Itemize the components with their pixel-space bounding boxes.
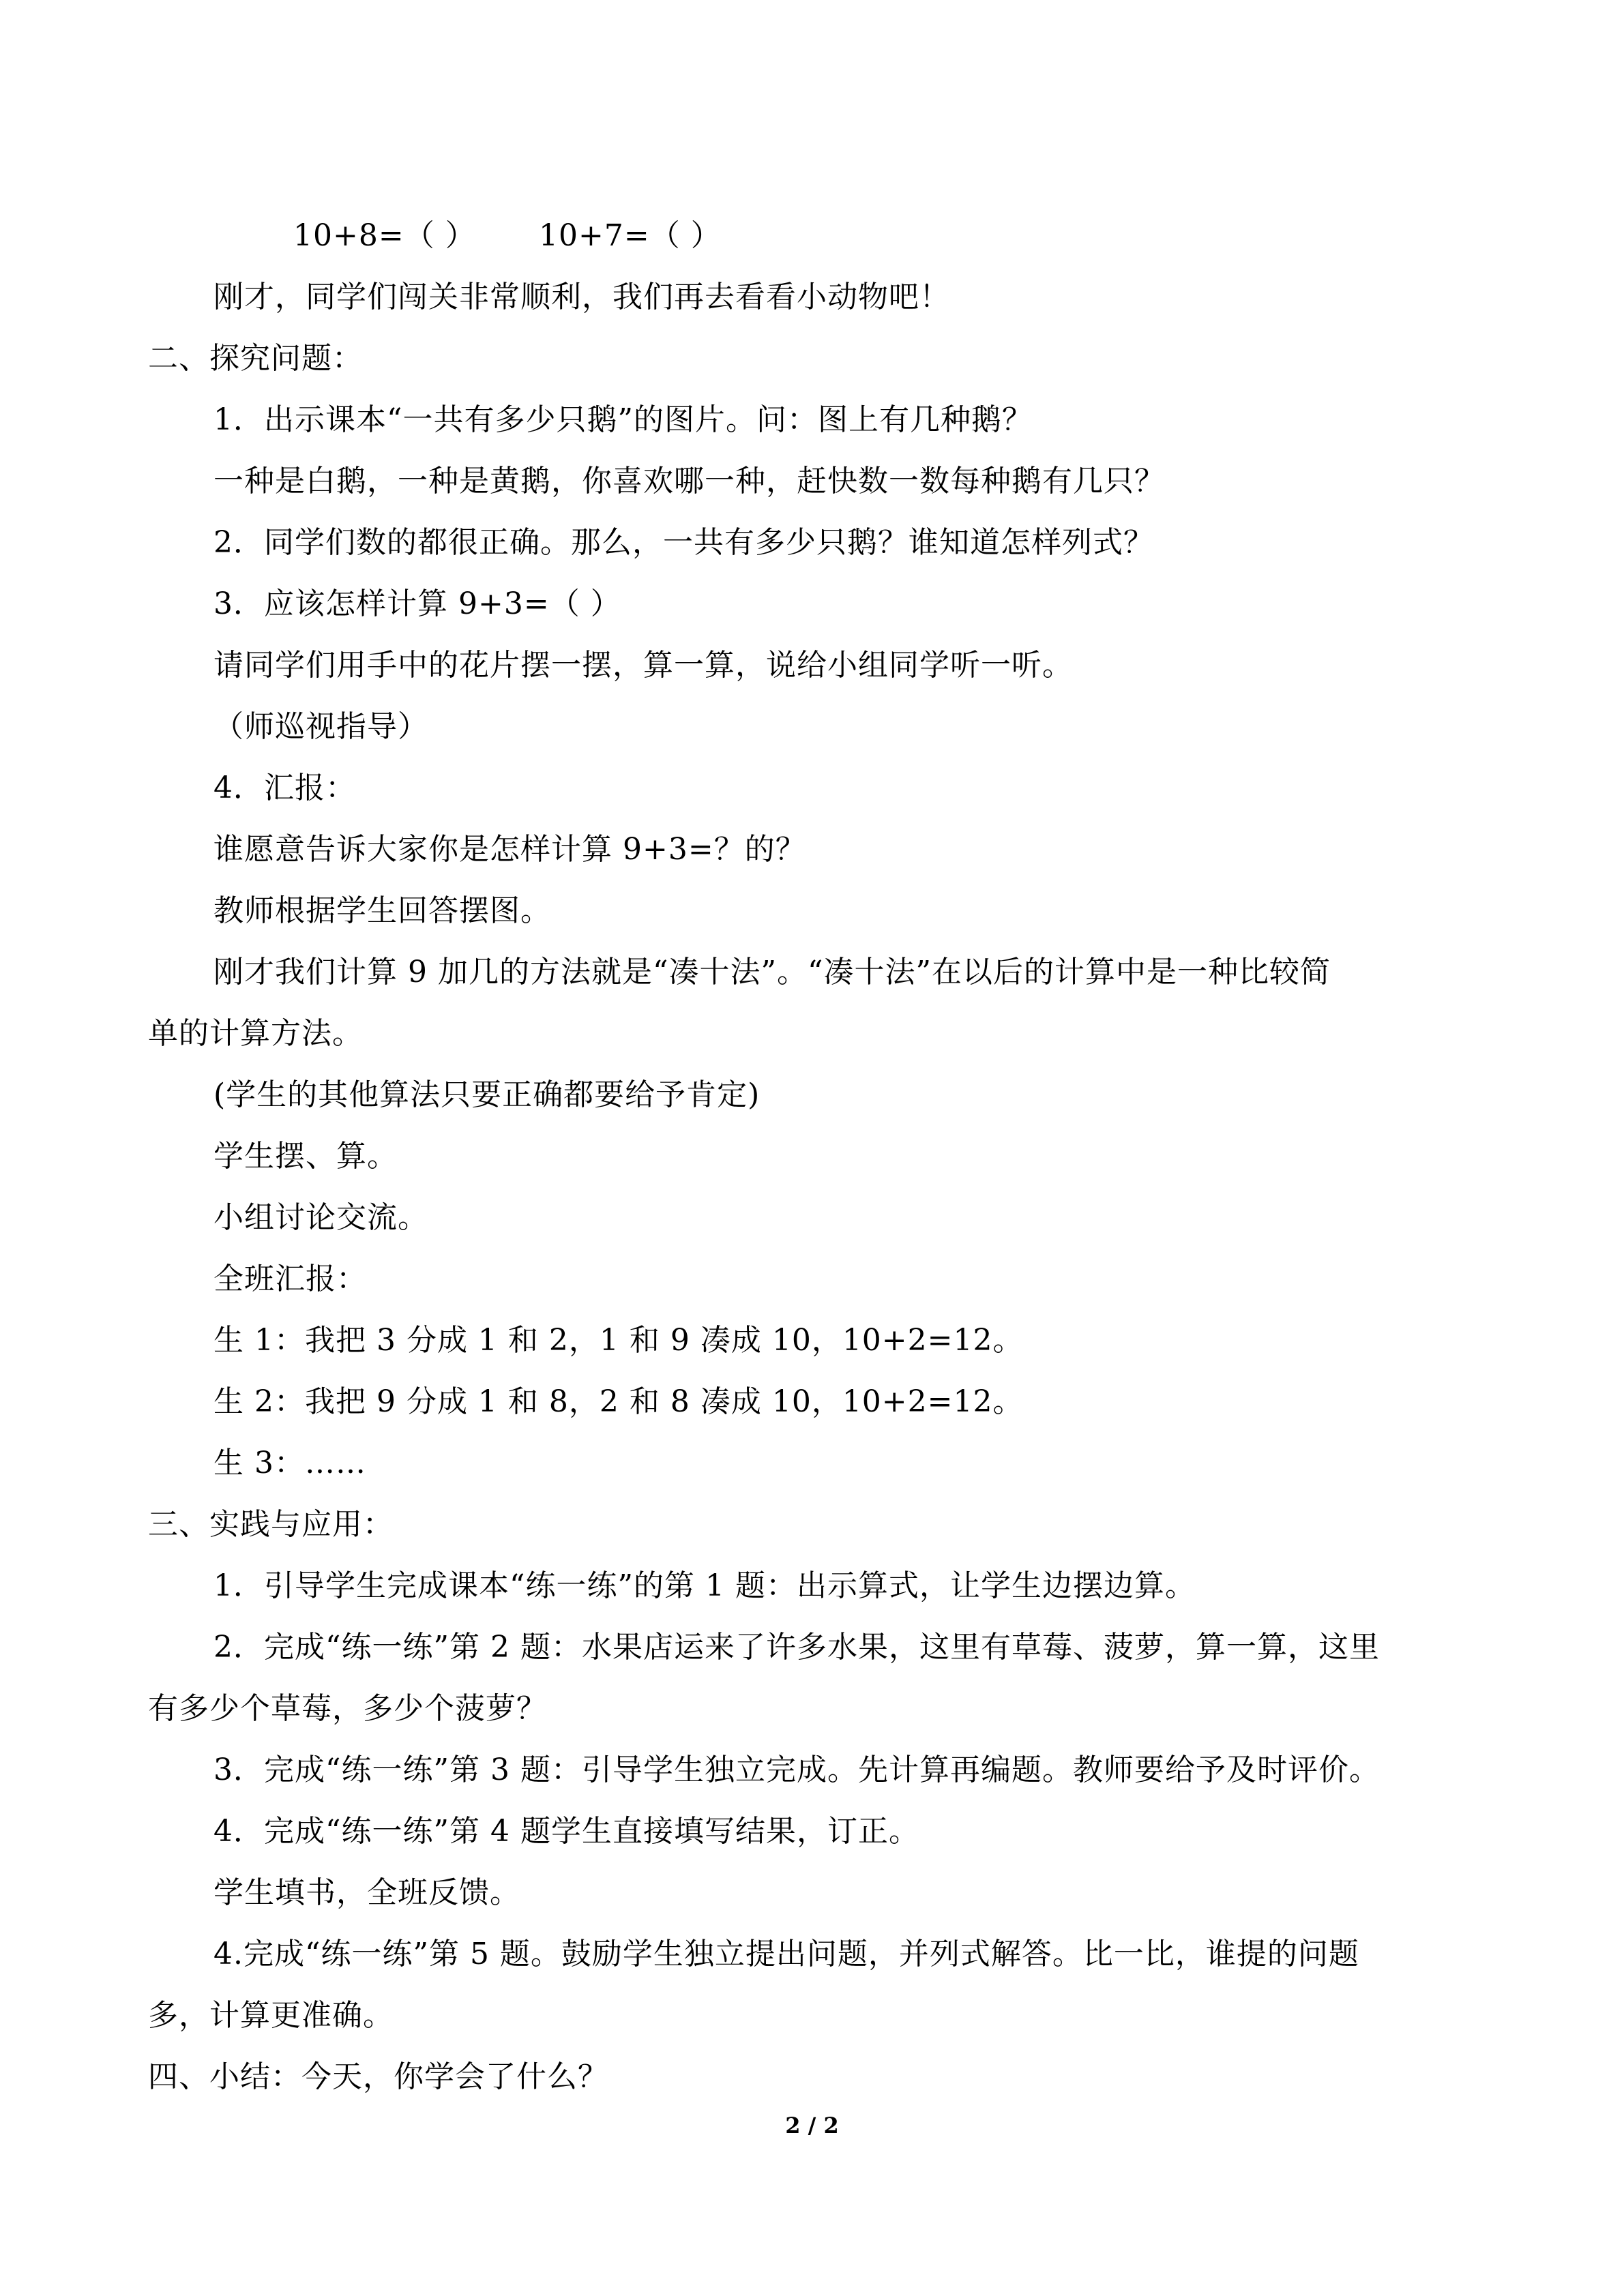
paragraph-text: 学生填书，全班反馈。 [213,1875,520,1910]
paragraph-text: 请同学们用手中的花片摆一摆，算一算，说给小组同学听一听。 [213,648,1073,683]
paragraph-text: 一种是白鹅，一种是黄鹅，你喜欢哪一种，赶快数一数每种鹅有几只？ [213,464,1165,498]
step-1-text: 1．出示课本“一共有多少只鹅”的图片。问：图上有几种鹅？ [213,402,1033,437]
student-answer-2: 生 2：我把 9 分成 1 和 8，2 和 8 凑成 10，10+2=12。 [213,1384,1024,1419]
paragraph-note: （师巡视指导） [213,709,428,744]
paragraph-note: (学生的其他算法只要正确都要给予肯定) [213,1077,761,1112]
practice-step-1: 1．引导学生完成课本“练一练”的第 1 题：出示算式，让学生边摆边算。 [213,1568,1196,1603]
practice-step-3: 3．完成“练一练”第 3 题：引导学生独立完成。先计算再编题。教师要给予及时评价。 [213,1753,1380,1787]
step-4-text: 4．汇报： [213,771,356,805]
section-heading-4: 四、小结：今天，你学会了什么？ [148,2059,608,2094]
student-answer-3: 生 3：…… [213,1446,366,1480]
student-answer-1: 生 1：我把 3 分成 1 和 2，1 和 9 凑成 10，10+2=12。 [213,1323,1024,1358]
paragraph-continuation: 多，计算更准确。 [148,1998,394,2033]
paragraph-transition: 刚才，同学们闯关非常顺利，我们再去看看小动物吧！ [213,280,950,314]
practice-step-2: 2．完成“练一练”第 2 题：水果店运来了许多水果，这里有草莓、菠萝，算一算，这里 [213,1630,1380,1665]
practice-step-4: 4．完成“练一练”第 4 题学生直接填写结果，订正。 [213,1814,919,1849]
section-heading-2: 二、探究问题： [148,341,363,376]
paragraph-text: 学生摆、算。 [213,1139,398,1174]
section-heading-3: 三、实践与应用： [148,1507,394,1542]
paragraph-continuation: 有多少个草莓，多少个菠萝？ [148,1691,547,1726]
paragraph-text: 小组讨论交流。 [213,1200,428,1235]
paragraph-text: 全班汇报： [213,1262,367,1296]
paragraph-text: 教师根据学生回答摆图。 [213,893,551,928]
page-number: 2 / 2 [785,2113,839,2138]
step-2-text: 2．同学们数的都很正确。那么，一共有多少只鹅？谁知道怎样列式？ [213,525,1154,560]
step-3-text: 3．应该怎样计算 9+3=（ ） [213,586,621,621]
paragraph-continuation: 单的计算方法。 [148,1016,363,1051]
equation-10-plus-8: 10+8=（ ） [293,218,476,253]
practice-step-5: 4.完成“练一练”第 5 题。鼓励学生独立提出问题，并列式解答。比一比，谁提的问题 [213,1937,1359,1971]
paragraph-text: 刚才我们计算 9 加几的方法就是“凑十法”。“凑十法”在以后的计算中是一种比较简 [213,955,1331,989]
paragraph-text: 谁愿意告诉大家你是怎样计算 9+3=？的？ [213,832,806,867]
equation-10-plus-7: 10+7=（ ） [539,218,722,253]
